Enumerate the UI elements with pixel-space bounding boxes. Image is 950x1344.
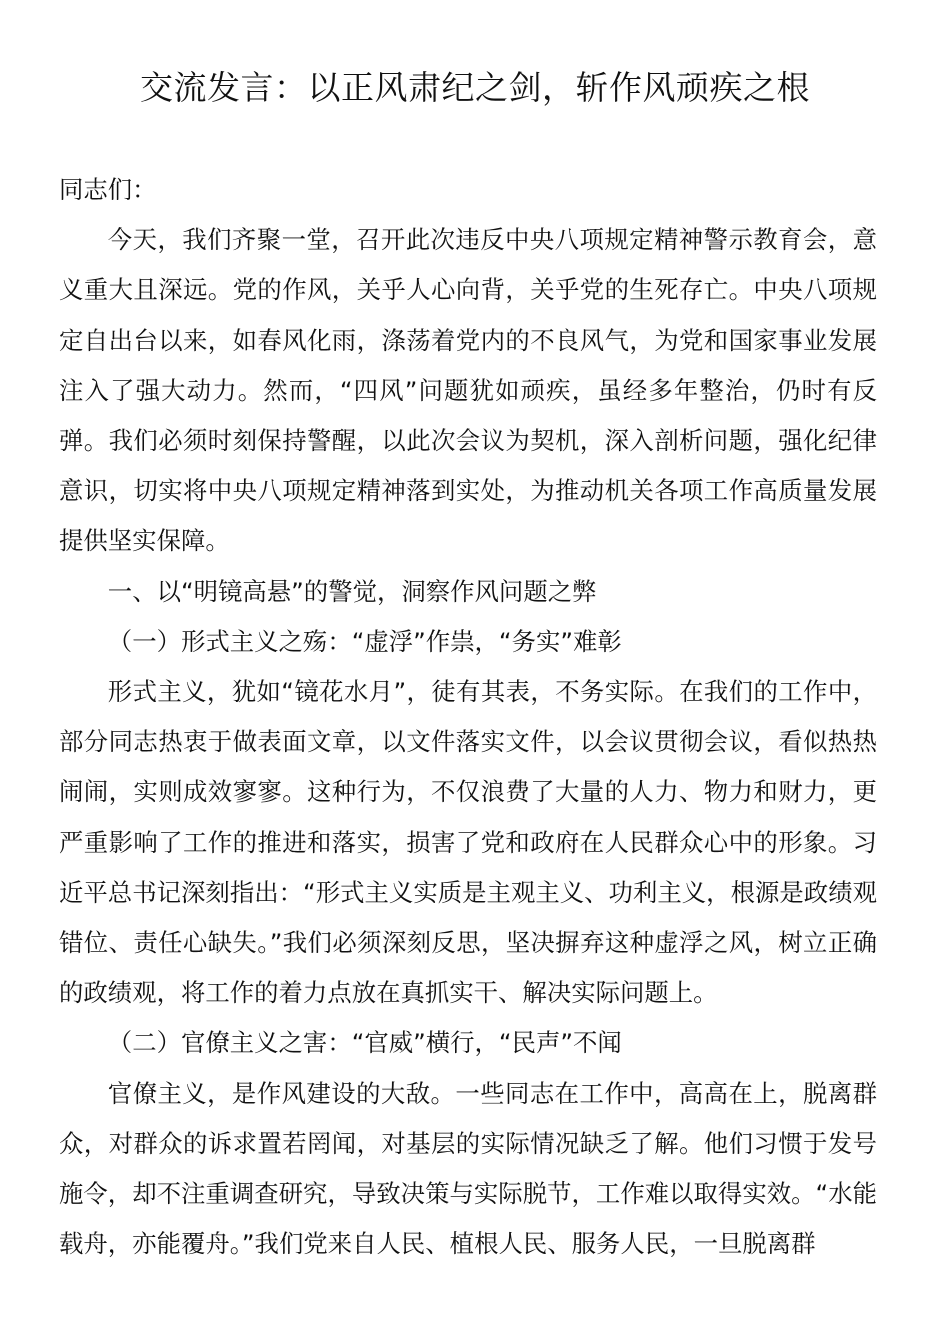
document-body [59,165,877,1269]
paragraph-intro: 今天，我们齐聚一堂，召开此次违反中央八项规定精神警示教育会，意义重大且深远。党的作风，关乎人心向背，关乎党的生死存亡。中央八项规定自出台以来，如春风化雨，涤荡着党内的不良风气，为党和国家事业发展注入了强大动力。然而，“四风”问题犹如顽疾，虽经多年整治，仍时有反弹。我们必须时刻保持警醒，以此次会议为契机，深入剖析问题，强化纪律意识，切实将中央八项规定精神落到实处，为推动机关各项工作高质量发展提供坚实保障。 [59,225,877,556]
section-heading-1: 一、以“明镜高悬”的警觉，洞察作风问题之弊 [107,576,597,606]
paragraph-bureaucratism: 官僚主义，是作风建设的大敌。一些同志在工作中，高高在上，脱离群众，对群众的诉求置若罔闻，对基层的实际情况缺乏了解。他们习惯于发号施令，却不注重调查研究，导致决策与实际脱节，工作难以取得实效。“水能载舟，亦能覆舟。”我们党来自人民、植根人民、服务人民，一旦脱离群 [59,1078,877,1259]
salutation: 同志们： [59,175,157,204]
paragraph-formalism: 形式主义，犹如“镜花水月”，徒有其表，不务实际。在我们的工作中，部分同志热衷于做表面文章，以文件落实文件，以会议贯彻会议，看似热热闹闹，实则成效寥寥。这种行为，不仅浪费了大量的人力、物力和财力，更严重影响了工作的推进和落实，损害了党和政府在人民群众心中的形象。习近平总书记深刻指出：“形式主义实质是主观主义、功利主义，根源是政绩观错位、责任心缺失。”我们必须深刻反思，坚决摒弃这种虚浮之风，树立正确的政绩观，将工作的着力点放在真抓实干、解决实际问题上。 [59,677,877,1008]
subsection-heading-1: （一）形式主义之殇：“虚浮”作祟，“务实”难彰 [107,626,622,656]
subsection-heading-2: （二）官僚主义之害：“官威”横行，“民声”不闻 [107,1028,622,1058]
document-title: 交流发言：以正风肃纪之剑，斩作风顽疾之根 [140,68,810,107]
